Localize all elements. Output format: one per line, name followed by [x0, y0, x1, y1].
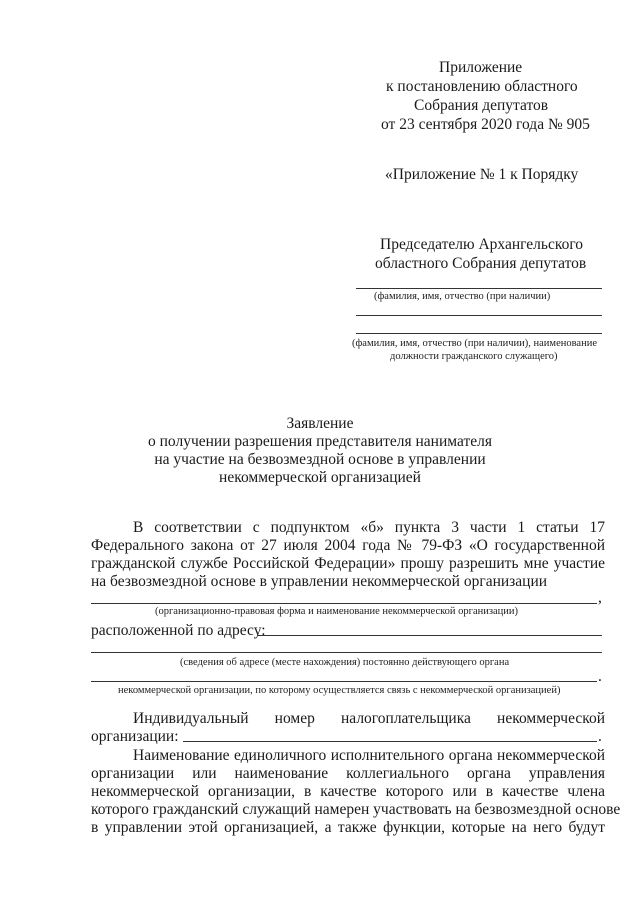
document-title: Заявление: [286, 415, 354, 432]
paragraph-line: организации или наименование коллегиального органа управления: [91, 765, 605, 782]
paragraph-line: В соответствии с подпунктом «б» пункта 3 части 1 статьи 17: [133, 519, 605, 536]
address-field[interactable]: [91, 681, 597, 682]
document-subtitle: на участие на безвозмездной основе в управлении: [154, 451, 486, 468]
appendix-line: к постановлению областного: [386, 78, 578, 95]
org-name-field[interactable]: [91, 603, 597, 604]
caption-name: (фамилия, имя, отчество (при наличии): [374, 291, 551, 302]
address-field[interactable]: [257, 635, 602, 636]
paragraph-line: в управлении этой организацией, а также функции, которые на него будут: [91, 819, 605, 836]
caption-address: (сведения об адресе (месте нахождения) постоянно действующего органа: [180, 657, 510, 668]
caption-official: (фамилия, имя, отчество (при наличии), наименование: [352, 338, 597, 349]
appendix-line: Собрания депутатов: [414, 97, 549, 114]
annex-reference: «Приложение № 1 к Порядку: [385, 166, 579, 183]
punctuation: ,: [598, 589, 602, 606]
inn-field[interactable]: [183, 741, 597, 742]
punctuation: .: [598, 668, 602, 685]
addressee-line: областного Собрания депутатов: [375, 255, 587, 272]
punctuation: .: [598, 728, 602, 745]
address-field[interactable]: [91, 652, 602, 653]
paragraph-line: которого гражданский служащий намерен участвовать на безвозмездной основе: [91, 801, 621, 818]
paragraph-line: некоммерческой организации, в качестве которого или в качестве члена: [91, 783, 605, 800]
underline: [356, 288, 602, 289]
appendix-title: Приложение: [439, 59, 523, 76]
appendix-date: от 23 сентября 2020 года № 905: [381, 116, 590, 133]
underline: [356, 333, 602, 334]
document-subtitle: о получении разрешения представителя нанимателя: [148, 433, 492, 450]
document-subtitle: некоммерческой организацией: [219, 469, 421, 486]
underline: [356, 315, 602, 316]
addressee-line: Председателю Архангельского: [380, 236, 584, 253]
paragraph-line: Наименование единоличного исполнительного органа некоммерческой: [133, 747, 605, 764]
paragraph-line: гражданской службе Российской Федерации» прошу разрешить мне участие: [91, 555, 605, 572]
caption-address: некоммерческой организации, по которому осуществляется связь с некоммерческой организацией): [118, 685, 561, 696]
inn-line: Индивидуальный номер налогоплательщика некоммерческой: [133, 710, 605, 727]
caption-official: должности гражданского служащего): [390, 351, 558, 362]
paragraph-line: Федерального закона от 27 июля 2004 года № 79-ФЗ «О государственной: [91, 537, 605, 554]
address-label: расположенной по адресу:: [91, 622, 266, 639]
caption-org: (организационно-правовая форма и наименование некоммерческой организации): [155, 606, 519, 617]
paragraph-line: на безвозмездной основе в управлении некоммерческой организации: [91, 573, 548, 590]
inn-label: организации:: [91, 728, 179, 745]
